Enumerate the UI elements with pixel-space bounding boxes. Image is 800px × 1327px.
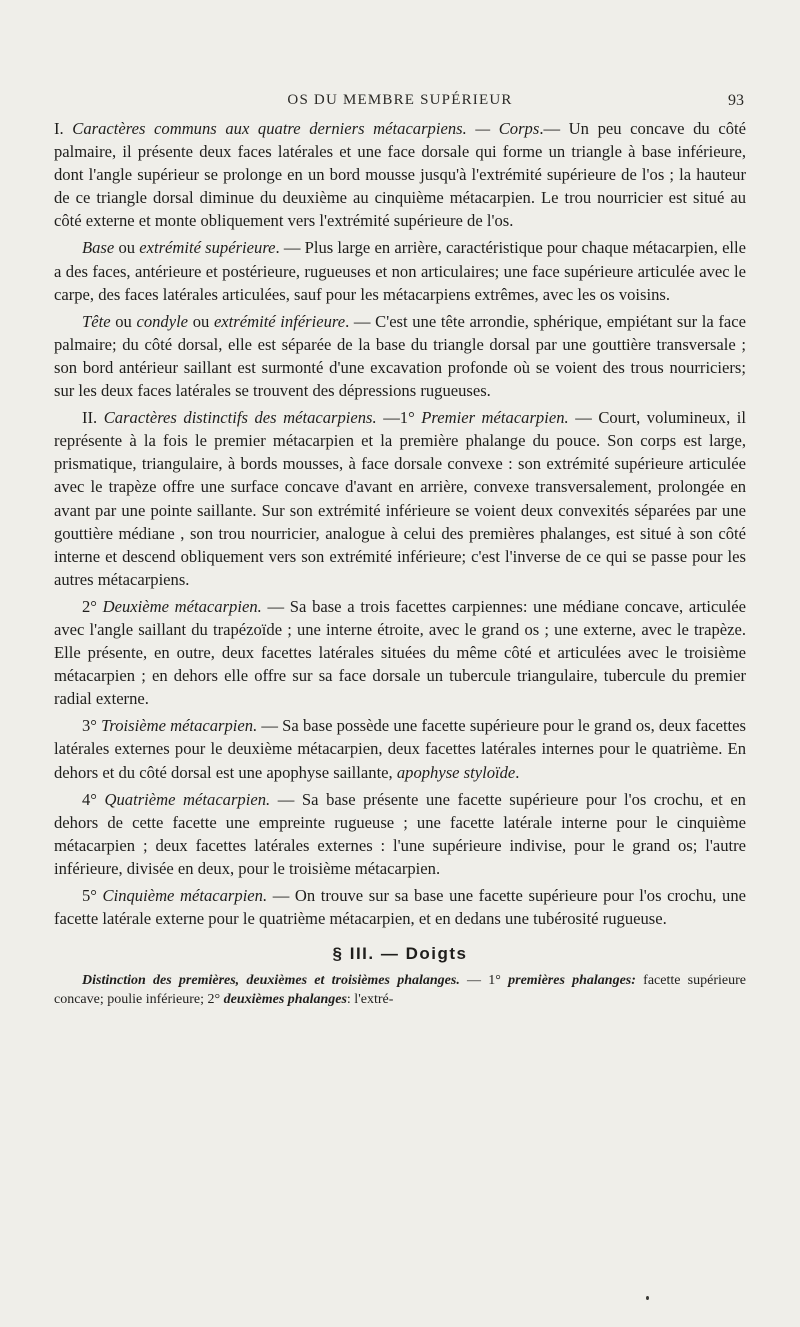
italic-run: Caractères communs aux quatre derniers métacarpiens. — Corps (72, 119, 540, 138)
italic-run: Tête (82, 311, 111, 331)
paragraph (54, 884, 746, 930)
text-run: — Court, volumineux, il représente à la fois le premier métacarpien et la première phalange du pouce. Son corps est large, prismatique, triangulaire, à bords mousses, à face dorsale convexe : son extrémité supérieure articulée avec le trapèze offre une surface concave d'avant en arrière, convexe transversalement, prolongée en avant par une pointe saillante. Sur son extrémité inférieure se voient deux convexités séparées par une gouttière médiane , son trou nourricier, analogue à celui des premières phalanges, est situé à son côté interne et descend obliquement vers son extrémité inférieure; c'est l'inverse de ce qui se passe pour les autres métacarpiens. (54, 408, 746, 589)
text-run: ou (114, 238, 140, 258)
text-run: facette supérieure concave; poulie inférieure; 2° (54, 973, 746, 1008)
text-run: . — Plus large en arrière, caractéristique pour chaque métacarpien, elle a des faces, antérieure et postérieure, rugueuses et non articulaires; une face supérieure articulée avec le carpe, des faces latérales articulées, sauf pour les métacarpiens extrêmes, avec les os voisins. (54, 238, 747, 304)
text-run: ou (188, 311, 214, 331)
text-run: I. (54, 119, 73, 138)
text-run: II. (82, 408, 104, 428)
page-number: 93 (728, 92, 744, 109)
text-run: —1° (376, 408, 422, 428)
text-run: . — C'est une tête arrondie, sphérique, empiétant sur la face palmaire; du côté dorsal, elle est séparée de la base du triangle dorsal par une gouttière transversale ; son bord antérieur saillant est surmonté d'une excavation profonde où se voient des trous nourriciers; sur les deux faces latérales se trouvent des dépressions rugueuses. (54, 311, 747, 401)
text-run: — 1° (459, 973, 509, 989)
section-heading: § III. — Doigts (332, 944, 468, 964)
paragraph (54, 595, 746, 710)
italic-run: apophyse styloïde (396, 762, 516, 782)
text-run: — On trouve sur sa base une facette supérieure pour l'os crochu, une facette latérale externe pour le quatrième métacarpien, et en dedans une tubérosité rugueuse. (54, 886, 746, 929)
italic-run: Distinction des premières, deuxièmes et troisièmes phalanges. (82, 973, 460, 989)
running-title: OS DU MEMBRE SUPÉRIEUR (287, 92, 513, 108)
footnote (54, 971, 746, 1009)
text-run: 5° (82, 886, 103, 905)
italic-run: premières phalanges: (508, 973, 636, 989)
italic-run: extrémité inférieure (213, 311, 346, 331)
print-speck (646, 1296, 649, 1300)
text-run: — Sa base a trois facettes carpiennes: une médiane concave, articulée avec l'angle saillant du trapézoïde ; une interne étroite, avec le grand os ; une externe, avec le trapèze. Elle présente, en outre, deux facettes latérales situées du même côté et articulées avec le troisième métacarpien ; en dehors elle offre sur sa face dorsale un tubercule triangulaire, tubercule du premier radial externe. (54, 596, 747, 709)
paragraph (54, 788, 746, 880)
italic-run: Caractères distinctifs des métacarpiens. (103, 408, 377, 428)
paragraph (54, 236, 746, 305)
italic-run: extrémité supérieure (139, 238, 276, 258)
italic-run: Cinquième métacarpien. (102, 886, 268, 905)
text-run: : l'extré- (346, 992, 394, 1008)
paragraph (54, 406, 746, 591)
italic-run: deuxièmes phalanges (223, 992, 347, 1008)
paragraph (54, 310, 746, 402)
running-head (0, 92, 800, 112)
italic-run: Base (82, 238, 115, 258)
text-run: 4° (82, 789, 105, 809)
text-run: 3° (82, 716, 102, 736)
text-run: — Sa base présente une facette supérieure pour l'os crochu, et en dehors de cette facette une empreinte rugueuse ; une facette latérale interne pour le cinquième métacarpien ; deux facettes latérales externes : l'une supérieure indivise, pour le grand os; l'autre inférieure, divisée en deux, pour le troisième métacarpien. (54, 789, 746, 878)
paragraph (54, 714, 746, 783)
text-run: — Sa base possède une facette supérieure pour le grand os, deux facettes latérales externes pour le deuxième métacarpien, deux facettes latérales internes pour le quatrième. En dehors et du côté dorsal est une apophyse saillante, (54, 716, 746, 782)
italic-run: Quatrième métacarpien. (104, 789, 271, 809)
italic-run: Deuxième métacarpien. (102, 596, 262, 616)
italic-run: condyle (136, 311, 189, 331)
italic-run: Troisième métacarpien. (101, 716, 258, 736)
paragraph-list (54, 117, 746, 930)
text-run: 2° (82, 596, 103, 616)
text-run: ou (110, 311, 137, 331)
paragraph (54, 117, 746, 232)
text-run: .— Un peu concave du côté palmaire, il présente deux faces latérales et une face dorsale qui forme un triangle à base inférieure, dont l'angle supérieur se prolonge en un bord mousse jusqu'à l'extrémité supérieure de l'os ; la hauteur de ce triangle dorsal diminue du deuxième au cinquième métacarpien. Le trou nourricier est situé au côté externe et monte obliquement vers l'extrémité supérieure de l'os. (54, 119, 746, 231)
text-run: . (515, 762, 520, 782)
text-body (54, 117, 746, 1009)
italic-run: Premier métacarpien. (421, 408, 569, 428)
